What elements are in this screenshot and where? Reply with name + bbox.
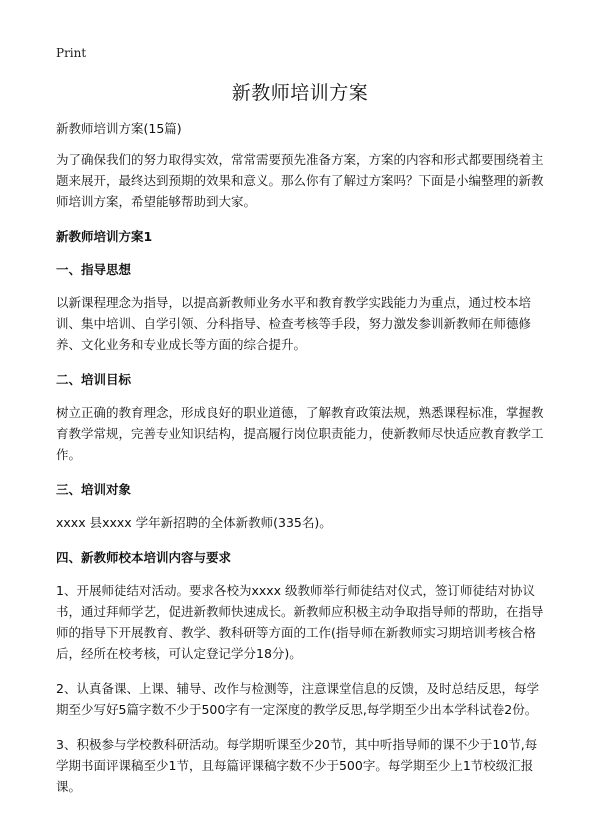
intro-paragraph: 为了确保我们的努力取得实效，常常需要预先准备方案，方案的内容和形式都要围绕着主题来展开，最终达到预期的效果和意义。那么你有了解过方案吗？下面是小编整理的新教师培训方案，希望能够帮助到大家。 bbox=[56, 152, 544, 209]
page-title: 新教师培训方案 bbox=[231, 82, 369, 104]
paragraph-guiding-ideology: 以新课程理念为指导，以提高新教师业务水平和教育教学实践能力为重点，通过校本培训、集中培训、自学引领、分科指导、检查考核等手段，努力激发参训新教师在师德修养、文化业务和专业成长等方面的综合提升。 bbox=[56, 295, 532, 352]
heading-guiding-ideology: 一、指导思想 bbox=[56, 262, 132, 277]
document-content bbox=[56, 118, 548, 811]
print-link[interactable]: Print bbox=[56, 46, 87, 60]
list-item: 1、开展师徒结对活动。要求各校为xxxx 级教师举行师徒结对仪式，签订师徒结对协议书，通过拜师学艺，促进新教师快速成长。新教师应积极主动争取指导师的帮助，在指导师的指导下开展教育、教学、教科研等方面的工作(指导师在新教师实习期培训考核合格后，经所在校考核，可认定登记学分18分)。 bbox=[56, 583, 544, 661]
heading-training-targets: 三、培训对象 bbox=[56, 482, 132, 497]
section-heading: 新教师培训方案1 bbox=[56, 229, 153, 244]
list-item: 3、积极参与学校教科研活动。每学期听课至少20节，其中听指导师的课不少于10节,每学期书面评课稿至少1节，且每篇评课稿字数不少于500字。每学期至少上1节校级汇报课。 bbox=[56, 737, 538, 794]
paragraph-training-goals: 树立正确的教育理念，形成良好的职业道德，了解教育政策法规，熟悉课程标准，掌握教育教学常规，完善专业知识结构，提高履行岗位职责能力，使新教师尽快适应教育教学工作。 bbox=[56, 405, 544, 462]
paragraph-training-targets: xxxx 县xxxx 学年新招聘的全体新教师(335名)。 bbox=[56, 515, 332, 530]
heading-training-content: 四、新教师校本培训内容与要求 bbox=[56, 550, 232, 565]
document-subtitle: 新教师培训方案(15篇) bbox=[56, 121, 182, 136]
heading-training-goals: 二、培训目标 bbox=[56, 372, 132, 387]
list-item: 2、认真备课、上课、辅导、改作与检测等，注意课堂信息的反馈，及时总结反思，每学期至少写好5篇字数不少于500字有一定深度的教学反思,每学期至少出本学科试卷2份。 bbox=[56, 681, 539, 717]
